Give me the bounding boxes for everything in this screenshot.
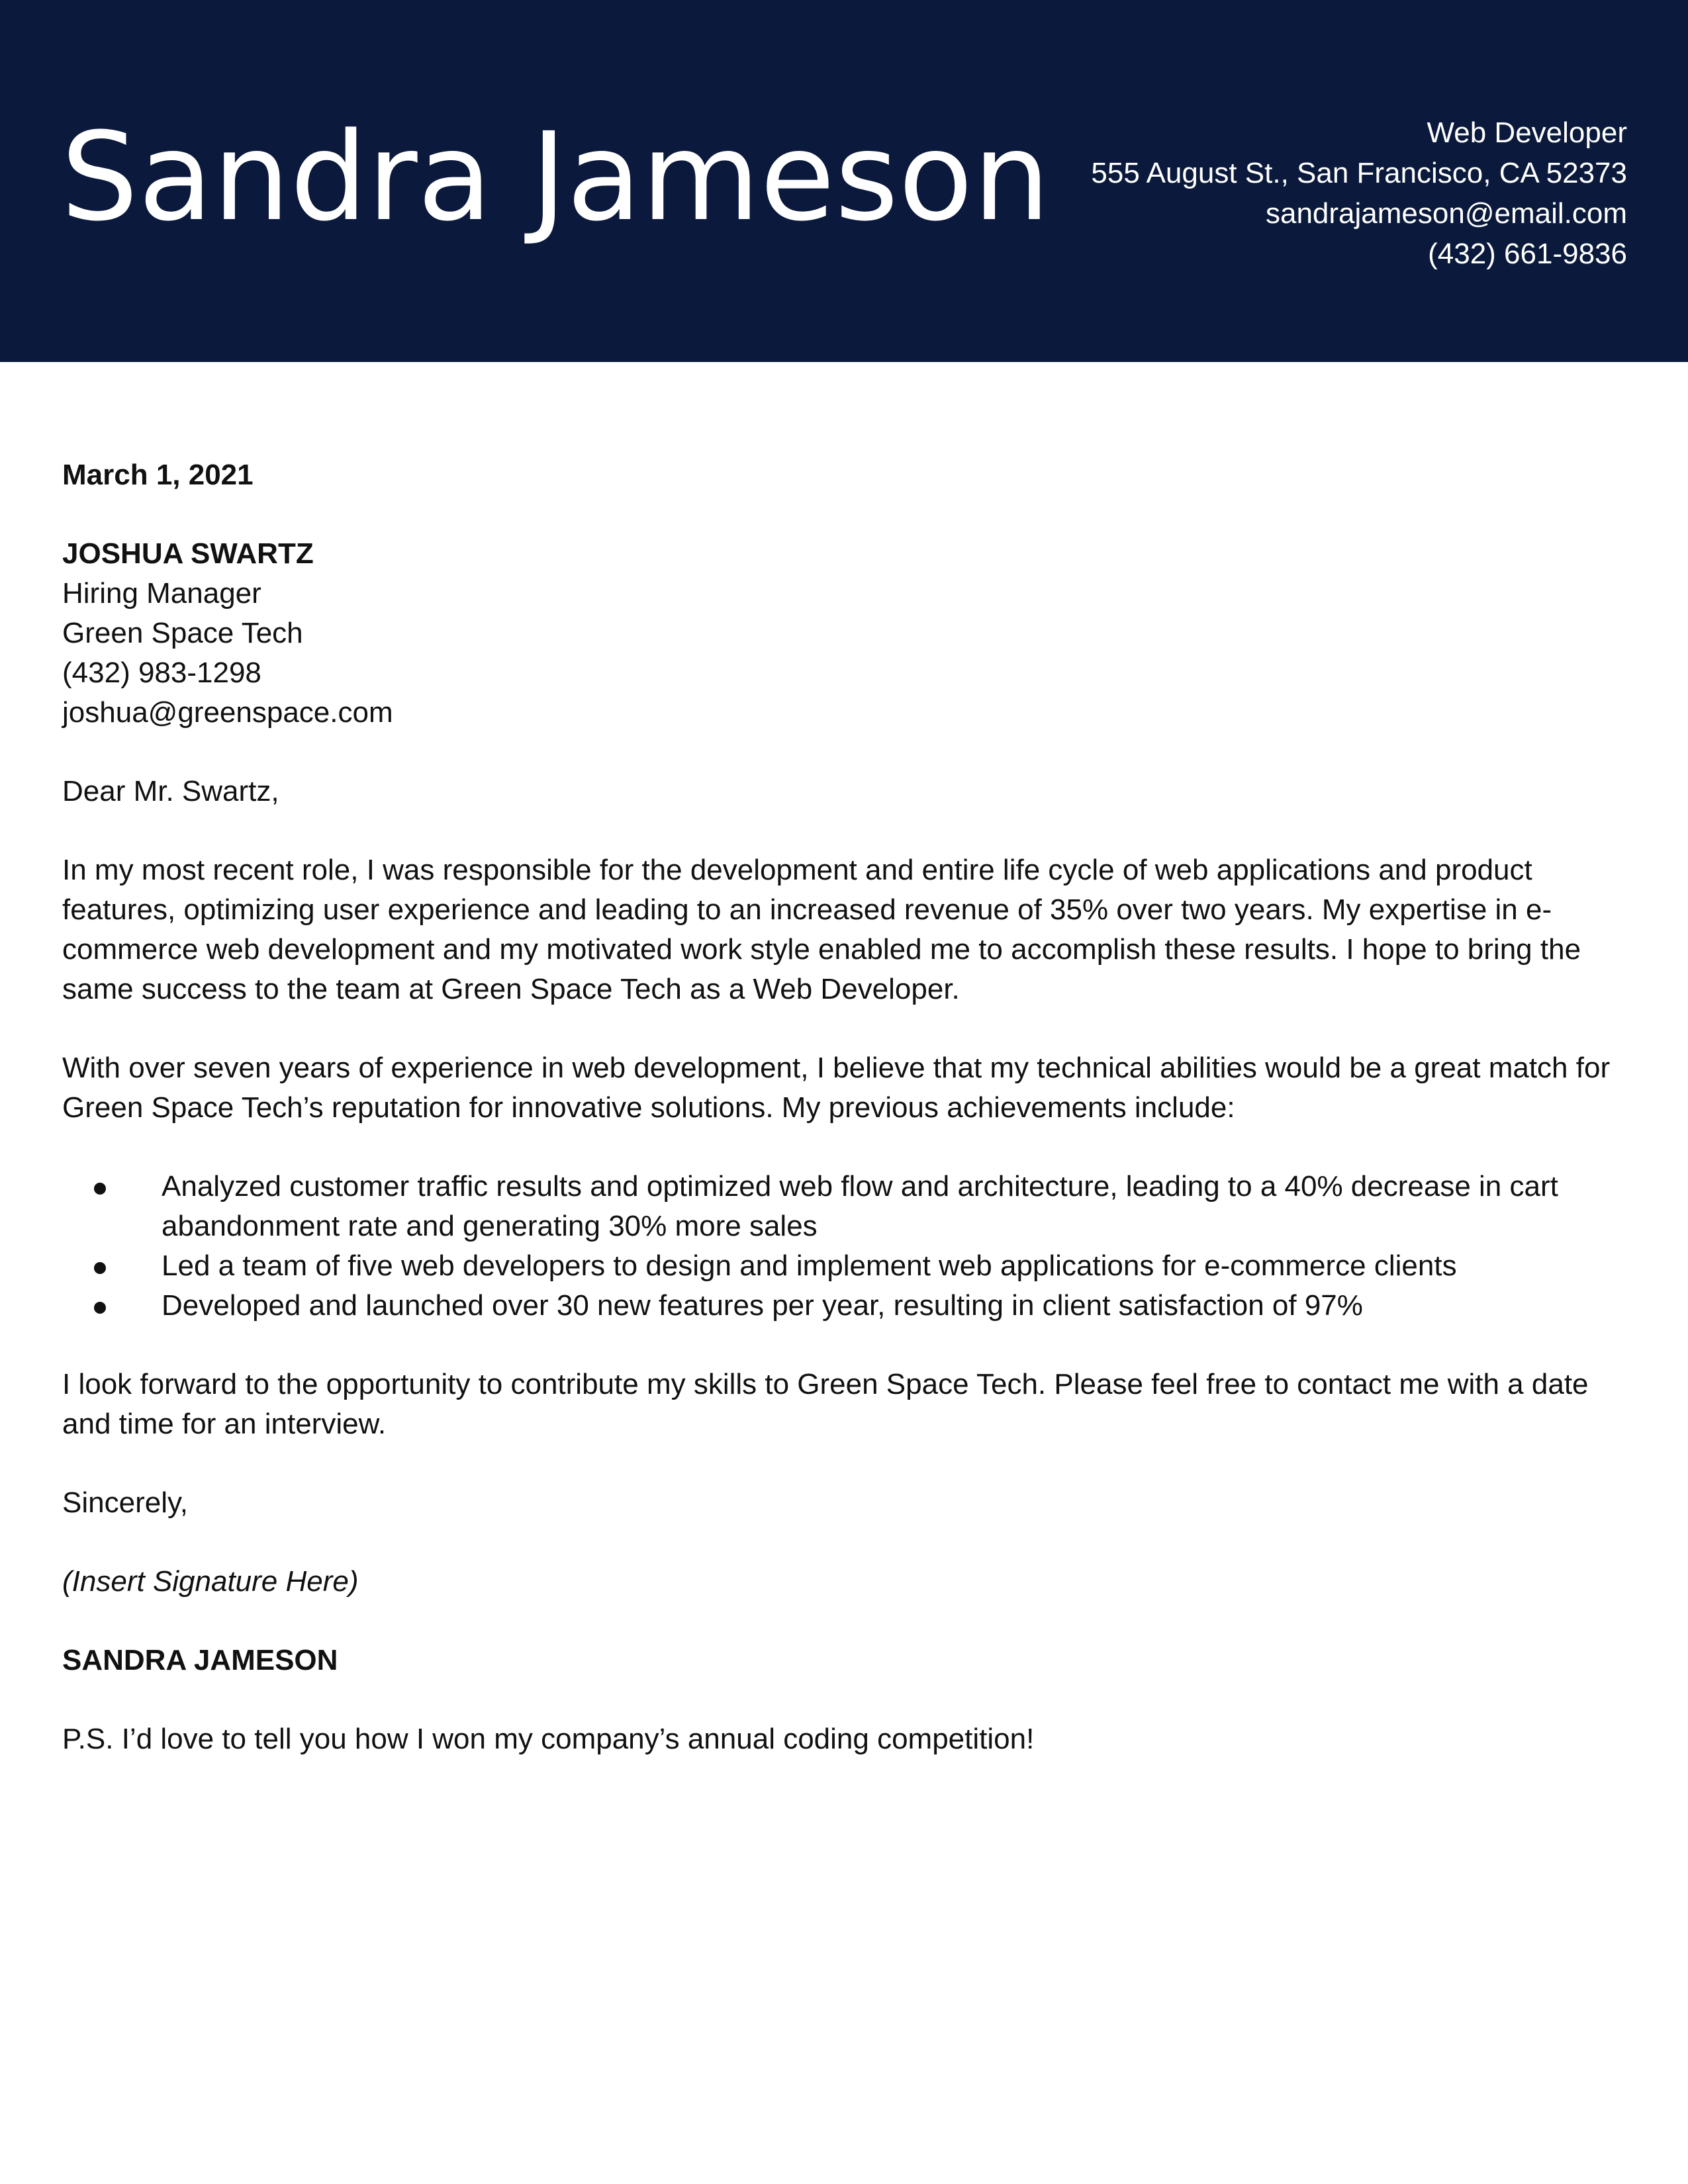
achievement-text: Developed and launched over 30 new features per year, resulting in client satisfaction of 97% bbox=[162, 1289, 1363, 1322]
contact-block bbox=[1091, 113, 1627, 274]
header-banner bbox=[0, 0, 1688, 362]
signature-placeholder: (Insert Signature Here) bbox=[62, 1565, 359, 1598]
list-item bbox=[62, 1167, 1631, 1246]
postscript: P.S. I’d love to tell you how I won my company’s annual coding competition! bbox=[62, 1723, 1035, 1755]
letter-body bbox=[62, 455, 1631, 1759]
signer-name: SANDRA JAMESON bbox=[62, 1644, 338, 1676]
paragraph-intro: In my most recent role, I was responsible for the development and entire life cycle of web applications and product features, optimizing user experience and leading to an increased revenue of 35% over two years. My expertise in e-commerce web development and my motivated work style enabled me to accomplish these results. I hope to bring the same success to the team at Green Space Tech as a Web Developer. bbox=[62, 854, 1581, 1005]
address: 555 August St., San Francisco, CA 52373 bbox=[1091, 157, 1627, 189]
email: sandrajameson@email.com bbox=[1265, 197, 1627, 230]
bullet-icon bbox=[94, 1183, 106, 1195]
recipient-company: Green Space Tech bbox=[62, 617, 303, 649]
bullet-icon bbox=[94, 1302, 106, 1314]
recipient-block bbox=[62, 534, 1631, 733]
salutation: Dear Mr. Swartz, bbox=[62, 775, 279, 807]
job-title: Web Developer bbox=[1427, 116, 1627, 149]
closing: Sincerely, bbox=[62, 1486, 188, 1519]
bullet-icon bbox=[94, 1262, 106, 1274]
recipient-title: Hiring Manager bbox=[62, 577, 261, 610]
recipient-name: JOSHUA SWARTZ bbox=[62, 537, 314, 570]
phone: (432) 661-9836 bbox=[1428, 238, 1627, 270]
recipient-email: joshua@greenspace.com bbox=[62, 696, 393, 729]
recipient-phone: (432) 983-1298 bbox=[62, 657, 261, 689]
list-item bbox=[62, 1286, 1631, 1326]
paragraph-closing: I look forward to the opportunity to contribute my skills to Green Space Tech. Please feel free to contact me with a date and time for an interview. bbox=[62, 1368, 1589, 1440]
letter-date: March 1, 2021 bbox=[62, 459, 254, 491]
achievement-text: Analyzed customer traffic results and optimized web flow and architecture, leading to a 40% decrease in cart abandonment rate and generating 30% more sales bbox=[162, 1170, 1558, 1242]
list-item bbox=[62, 1246, 1631, 1286]
applicant-name: Sandra Jameson bbox=[61, 107, 1051, 248]
achievement-text: Led a team of five web developers to design and implement web applications for e-commerce clients bbox=[162, 1250, 1457, 1282]
paragraph-experience: With over seven years of experience in web development, I believe that my technical abilities would be a great match for Green Space Tech’s reputation for innovative solutions. My previous achievements include: bbox=[62, 1052, 1611, 1124]
achievements-list bbox=[62, 1167, 1631, 1326]
